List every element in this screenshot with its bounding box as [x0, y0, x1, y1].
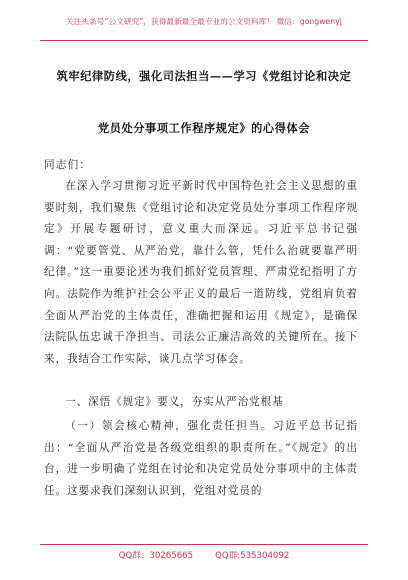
document-title-line-2: 党员处分事项工作程序规定》的心得体会 — [97, 121, 311, 135]
page-footer — [40, 549, 368, 561]
greeting: 同志们： — [44, 159, 92, 171]
footer-qq-group-1: QQ群：30265665 — [118, 551, 194, 561]
header-divider — [40, 40, 368, 41]
page-header-banner: 关注头条号“公文研究”，获得最新最全最专业的公文资料库！ 微信：gongwenyj — [66, 17, 342, 26]
document-title-line-1: 筑牢纪律防线，强化司法担当——学习《党组讨论和决定 — [56, 69, 352, 83]
body-paragraph-2: （一）领会核心精神，强化责任担当。习近平总书记指出：“全面从严治党是各级党组织的职责所在。”《规定》的出台，进一步明确了党组在讨论和决定党员处分事项中的主体责任。这要求我们深刻认识到，党组对党员的 — [44, 420, 358, 497]
body-paragraph-1: 在深入学习贯彻习近平新时代中国特色社会主义思想的重要时刻，我们聚焦《党组讨论和决定党员处分事项工作程序规定》开展专题研讨，意义重大而深远。习近平总书记强调：“党要管党、从严治党，靠什么管，凭什么治就要靠严明纪律。”这一重要论述为我们抓好党员管理、严肃党纪指明了方向。法院作为维护社会公平正义的最后一道防线，党组肩负着全面从严治党的主体责任，准确把握和运用《规定》，是确保法院队伍忠诚干净担当、司法公正廉洁高效的关键所在。接下来，我结合工作实际，谈几点学习体会。 — [44, 180, 358, 365]
footer-qq-group-2: QQ群:535304092 — [215, 551, 290, 561]
footer-divider — [40, 544, 368, 545]
section-heading-1: 一、深悟《规定》要义，夯实从严治党根基 — [65, 396, 284, 408]
